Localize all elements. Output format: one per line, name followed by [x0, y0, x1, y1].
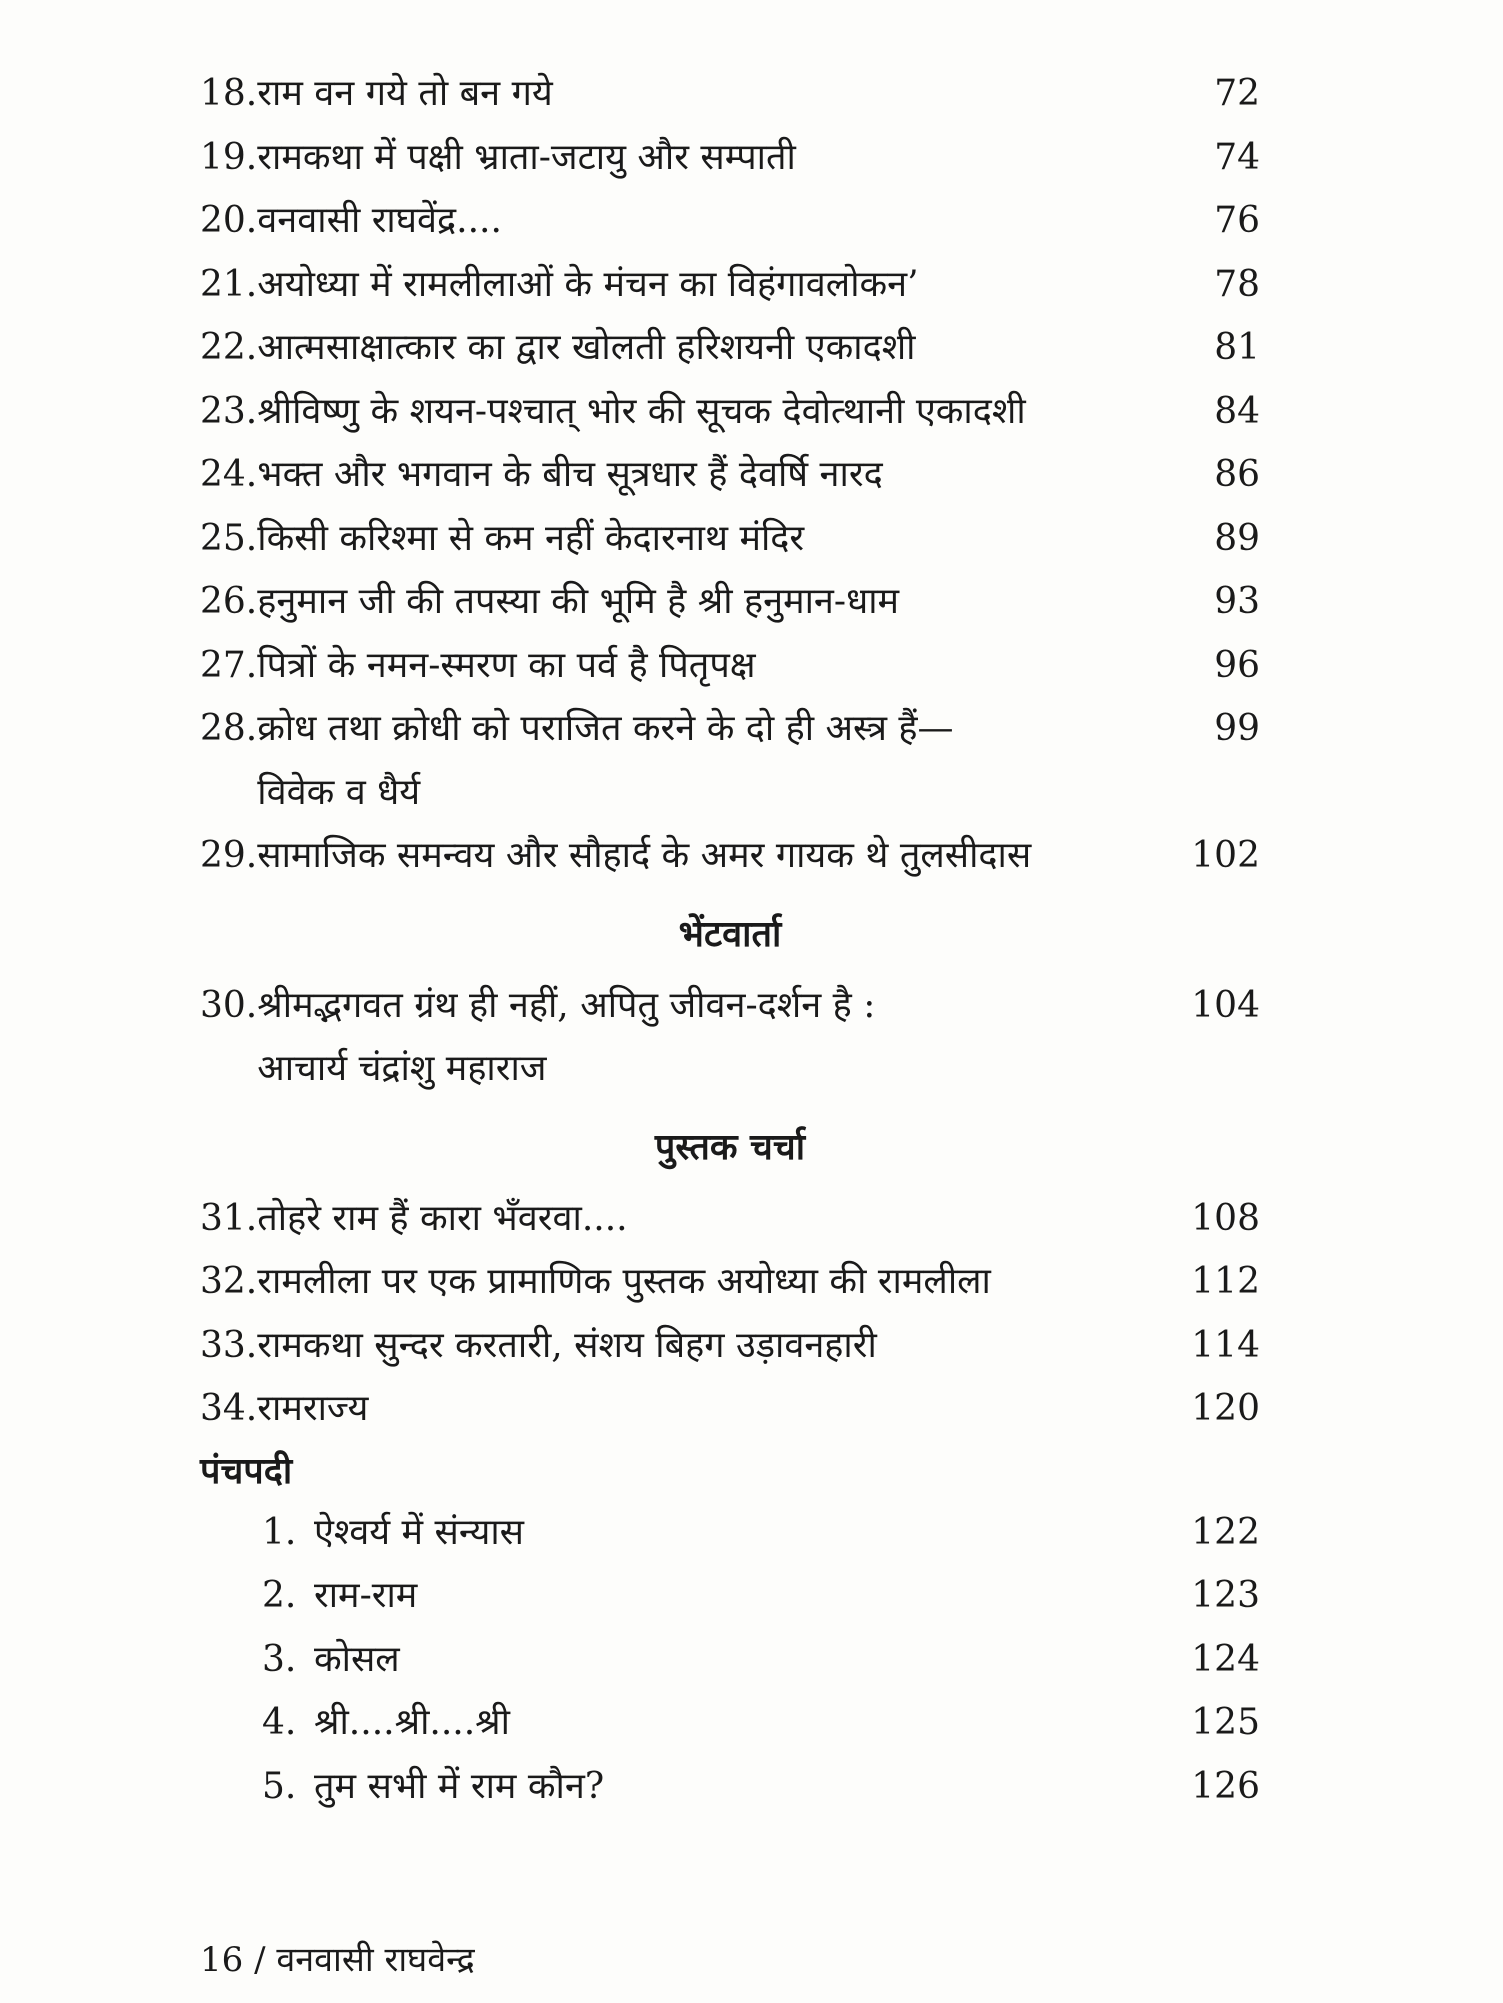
entry-page-number: 81: [1214, 327, 1260, 368]
entry-title: अयोध्या में रामलीलाओं के मंचन का विहंगावलोकन’: [257, 263, 919, 305]
toc-entry: [200, 316, 1260, 380]
footer-separator: /: [254, 1940, 266, 1980]
entry-title-line2: आचार्य चंद्रांशु महाराज: [257, 1048, 547, 1089]
entry-title: किसी करिश्मा से कम नहीं केदारनाथ मंदिर: [257, 517, 805, 559]
toc-entry: [200, 1628, 1260, 1692]
entry-page-number: 74: [1214, 136, 1260, 178]
entry-number: 3.: [262, 1638, 297, 1680]
page-footer: [200, 1935, 475, 1985]
entry-page-number: 112: [1191, 1261, 1260, 1302]
entry-number: 5.: [262, 1765, 297, 1807]
section-heading: पंचपदी: [200, 1449, 293, 1492]
entry-page-number: 104: [1191, 984, 1260, 1026]
toc-entry: [200, 253, 1260, 317]
toc-entry: [200, 1691, 1260, 1755]
entry-title: [257, 974, 875, 1101]
section-heading: पुस्तक चर्चा: [654, 1125, 806, 1168]
entry-title: रामकथा में पक्षी भ्राता-जटायु और सम्पाती: [257, 136, 796, 178]
entry-page-number: 120: [1191, 1388, 1260, 1429]
toc-entry: [200, 974, 1260, 1101]
entry-page-number: 78: [1214, 263, 1260, 305]
entry-title: ऐश्वर्य में संन्यास: [314, 1511, 525, 1553]
entry-number: 21.: [200, 263, 258, 305]
entry-page-number: 72: [1214, 73, 1260, 114]
toc-entry: [200, 1250, 1260, 1314]
entry-page-number: 76: [1214, 200, 1260, 241]
toc-entry: [200, 1755, 1260, 1819]
entry-number: 27.: [200, 644, 258, 686]
entry-page-number: 124: [1191, 1638, 1260, 1680]
entry-page-number: 86: [1214, 454, 1260, 495]
entry-title-line2: विवेक व धैर्य: [257, 771, 421, 813]
section-heading: भेंटवार्ता: [678, 912, 782, 955]
entry-page-number: 84: [1214, 390, 1260, 432]
entry-title: वनवासी राघवेंद्र....: [257, 200, 502, 241]
entry-title: तुम सभी में राम कौन?: [314, 1765, 605, 1807]
entry-page-number: 108: [1191, 1197, 1260, 1239]
entry-title: कोसल: [314, 1638, 400, 1680]
entry-title: श्री....श्री....श्री: [314, 1702, 510, 1743]
toc-entry: [200, 824, 1260, 888]
entry-title: पित्रों के नमन-स्मरण का पर्व है पितृपक्ष: [257, 644, 756, 686]
toc-entry: [200, 1501, 1260, 1565]
entry-number: 31.: [200, 1197, 258, 1239]
entry-page-number: 96: [1214, 644, 1260, 686]
entry-number: 25.: [200, 517, 258, 559]
toc-entry: [200, 697, 1260, 824]
entry-number: 33.: [200, 1324, 258, 1366]
toc-entry: [200, 126, 1260, 190]
entry-number: 26.: [200, 581, 258, 622]
entry-page-number: 93: [1214, 581, 1260, 622]
entry-page-number: 102: [1191, 835, 1260, 876]
toc-entry: [200, 189, 1260, 253]
entry-number: 29.: [200, 835, 258, 876]
toc-entry: [200, 570, 1260, 634]
entry-number: 34.: [200, 1388, 258, 1429]
entry-page-number: 125: [1191, 1702, 1260, 1743]
entry-number: 18.: [200, 73, 258, 114]
entry-number: 2.: [262, 1575, 297, 1616]
entry-number: 23.: [200, 390, 258, 432]
entry-title: श्रीविष्णु के शयन-पश्चात् भोर की सूचक देवोत्थानी एकादशी: [257, 390, 1026, 432]
entry-page-number: 114: [1191, 1324, 1260, 1366]
entry-page-number: 89: [1214, 517, 1260, 559]
toc-entry: [200, 443, 1260, 507]
toc-section-books: [200, 1107, 1260, 1441]
toc-entry: [200, 1314, 1260, 1378]
entry-title: हनुमान जी की तपस्या की भूमि है श्री हनुमान-धाम: [257, 581, 900, 622]
entry-number: 1.: [262, 1511, 297, 1553]
entry-page-number: 126: [1191, 1765, 1260, 1807]
table-of-contents: [200, 62, 1260, 1818]
entry-title: भक्त और भगवान के बीच सूत्रधार हैं देवर्षि नारद: [257, 454, 883, 495]
toc-entry: [200, 380, 1260, 444]
entry-number: 24.: [200, 454, 258, 495]
entry-number: 22.: [200, 327, 258, 368]
entry-title: राम-राम: [314, 1575, 418, 1616]
entry-title: सामाजिक समन्वय और सौहार्द के अमर गायक थे तुलसीदास: [257, 835, 1032, 876]
entry-number: 30.: [200, 984, 258, 1026]
toc-entry: [200, 507, 1260, 571]
toc-entry: [200, 62, 1260, 126]
entry-page-number: 122: [1191, 1511, 1260, 1553]
footer-page-number: 16: [200, 1940, 244, 1980]
entry-number: 4.: [262, 1702, 297, 1743]
entry-page-number: 123: [1191, 1575, 1260, 1616]
toc-entry: [200, 1564, 1260, 1628]
entry-title: आत्मसाक्षात्कार का द्वार खोलती हरिशयनी एकादशी: [257, 327, 916, 368]
toc-section-interview: [200, 894, 1260, 1101]
toc-group-main: [200, 62, 1260, 888]
entry-title: राम वन गये तो बन गये: [257, 73, 553, 114]
entry-title: रामलीला पर एक प्रामाणिक पुस्तक अयोध्या की रामलीला: [257, 1261, 991, 1302]
toc-entry: [200, 634, 1260, 698]
entry-title-line1: क्रोध तथा क्रोधी को पराजित करने के दो ही अस्त्र हैं—: [257, 708, 954, 749]
entry-number: 28.: [200, 708, 258, 749]
entry-title: [257, 697, 953, 824]
entry-title: तोहरे राम हैं कारा भँवरवा....: [257, 1197, 628, 1239]
entry-page-number: 99: [1214, 708, 1260, 749]
toc-section-panchpadi: [200, 1441, 1260, 1819]
entry-number: 19.: [200, 136, 258, 178]
footer-book-title: वनवासी राघवेन्द्र: [276, 1940, 475, 1980]
entry-title: रामकथा सुन्दर करतारी, संशय बिहग उड़ावनहारी: [257, 1324, 877, 1366]
entry-title-line1: श्रीमद्भगवत ग्रंथ ही नहीं, अपितु जीवन-दर्शन है :: [257, 984, 876, 1026]
entry-number: 32.: [200, 1261, 258, 1302]
entry-number: 20.: [200, 200, 258, 241]
toc-entry: [200, 1187, 1260, 1251]
entry-title: रामराज्य: [257, 1388, 369, 1429]
toc-entry: [200, 1377, 1260, 1441]
